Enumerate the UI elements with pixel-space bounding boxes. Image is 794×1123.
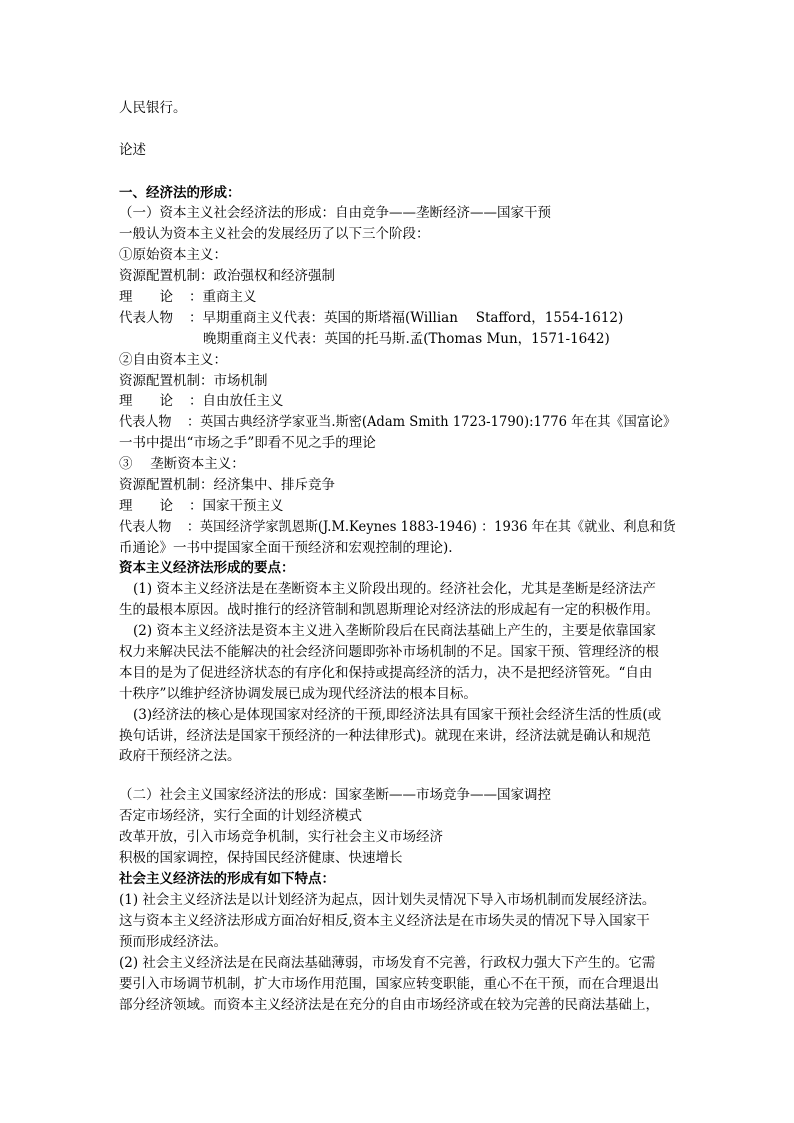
paragraph-line: 十秩序”以维护经济协调发展已成为现代经济法的根本目标。: [119, 686, 477, 702]
paragraph-line: (1) 资本主义经济法是在垄断资本主义阶段出现的。经济社会化，尤其是垄断是经济法产: [133, 581, 656, 597]
paragraph-line: 预而形成经济法。: [119, 934, 227, 950]
value: ：国家干预主义: [189, 498, 284, 514]
paragraph-line: (2) 社会主义经济法是在民商法基础薄弱，市场发育不完善，行政权力强大下产生的。它需: [119, 955, 656, 971]
label: 代表人物: [119, 310, 173, 326]
text-line: 资源配置机制：经济集中、排斥竞争: [119, 477, 335, 493]
label: 代表人物: [119, 414, 172, 430]
paragraph-line: (3)经济法的核心是体现国家对经济的干预,即经济法具有国家干预社会经济生活的性质(或: [133, 707, 662, 723]
paragraph-line: 要引入市场调节机制，扩大市场作用范围，国家应转变职能，重心不在干预，而在合理退出: [119, 976, 659, 992]
label: 理 论: [119, 393, 173, 409]
label: 代表人物: [119, 519, 172, 535]
text-line: [119, 496, 284, 516]
paragraph-line: 换句话讲，经济法是国家干预经济的一种法律形式)。就现在来讲，经济法就是确认和规范: [119, 728, 651, 744]
text-line: [119, 412, 676, 432]
label: 理 论: [119, 289, 173, 305]
subheading-capitalist: （一）资本主义社会经济法的形成：自由竞争——垄断经济——国家干预: [119, 205, 551, 221]
value: ：重商主义: [189, 289, 257, 305]
text-line: 积极的国家调控，保持国民经济健康、快速增长: [119, 850, 403, 866]
paragraph-line: (1) 社会主义经济法是以计划经济为起点，因计划失灵情况下导入市场机制而发展经济法。: [119, 892, 656, 908]
value: ：英国经济学家凯恩斯(J.M.Keynes 1883-1946) ：1936 年在其《就业、利息和货: [186, 519, 676, 535]
text-line: 否定市场经济，实行全面的计划经济模式: [119, 808, 362, 824]
paragraph-line: 生的最根本原因。战时推行的经济管制和凯恩斯理论对经济法的形成起有一定的积极作用。: [119, 602, 659, 618]
label: 理 论: [119, 498, 173, 514]
value: ：英国古典经济学家亚当.斯密(Adam Smith 1723-1790):1776 年在其《国富论》: [187, 414, 677, 430]
paragraph-line: 权力来解决民法不能解决的社会经济问题即弥补市场机制的不足。国家干预、管理经济的根: [119, 644, 659, 660]
heading-socialist-features: 社会主义经济法的形成有如下特点：: [119, 871, 335, 887]
paragraph-line: (2) 资本主义经济法是资本主义进入垄断阶段后在民商法基础上产生的，主要是依靠国家: [133, 623, 656, 639]
paragraph-line: 这与资本主义经济法形成方面冶好相反,资本主义经济法是在市场失灵的情况下导入国家干: [119, 913, 650, 929]
stage-heading: ②自由资本主义：: [119, 352, 227, 368]
paragraph-line: 政府干预经济之法。: [119, 748, 241, 764]
text-line: 一书中提出“市场之手”即看不见之手的理论: [119, 435, 376, 451]
text-line: 一般认为资本主义社会的发展经历了以下三个阶段：: [119, 226, 430, 242]
value: ：自由放任主义: [189, 393, 284, 409]
paragraph-line: 部分经济领域。而资本主义经济法是在充分的自由市场经济或在较为完善的民商法基础上，: [119, 997, 659, 1013]
text-line: [119, 517, 676, 537]
text-line: 资源配置机制：市场机制: [119, 373, 268, 389]
subheading-socialist: （二）社会主义国家经济法的形成：国家垄断——市场竞争——国家调控: [119, 787, 551, 803]
text-line: 晚期重商主义代表：英国的托马斯.孟(Thomas Mun，1571-1642): [203, 331, 610, 347]
text-line: 币通论》一书中提国家全面干预经济和宏观控制的理论).: [119, 540, 453, 556]
text-line: 人民银行。: [119, 100, 187, 116]
stage-heading: ③ 垄断资本主义：: [119, 456, 245, 472]
stage-heading: ①原始资本主义：: [119, 247, 227, 263]
heading-capitalist-key-points: 资本主义经济法形成的要点：: [119, 560, 295, 576]
paragraph-line: 本目的是为了促进经济状态的有序化和保持或提高经济的活力，决不是把经济管死。“自由: [119, 665, 653, 681]
heading-formation-of-economic-law: 一、经济法的形成：: [119, 185, 241, 201]
text-line: [119, 287, 257, 307]
text-line: 改革开放，引入市场竞争机制，实行社会主义市场经济: [119, 829, 443, 845]
section-heading-discussion: 论述: [119, 142, 146, 158]
text-line: [119, 308, 623, 328]
text-line: 资源配置机制：政治强权和经济强制: [119, 268, 335, 284]
text-line: [119, 391, 284, 411]
value: ：早期重商主义代表：英国的斯塔福(Willian Stafford，1554-1612): [189, 310, 624, 326]
